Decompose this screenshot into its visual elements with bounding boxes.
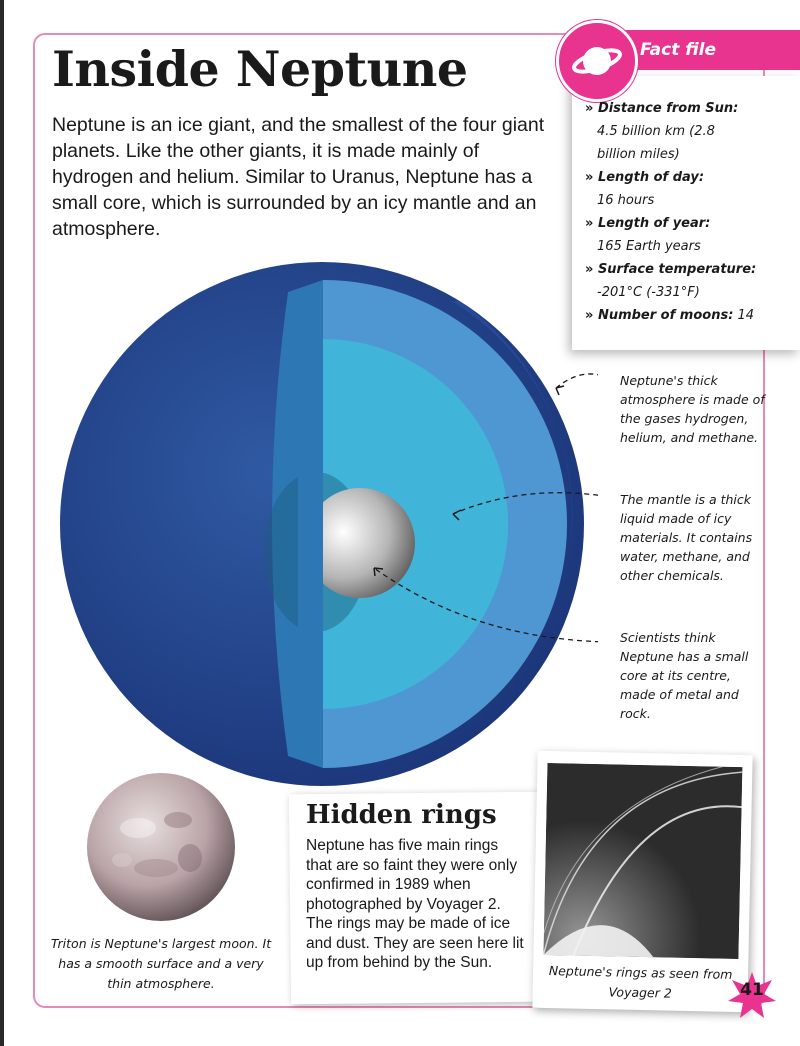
fact-label: » Length of day: xyxy=(585,170,704,185)
fact-item-day xyxy=(585,166,797,212)
fact-file-title: Fact file xyxy=(640,40,716,60)
fact-value: 16 hours xyxy=(597,193,655,208)
mantle-callout: The mantle is a thick liquid made of icy materials. It contains water, methane, and other chemicals. xyxy=(620,492,753,583)
fact-item-year xyxy=(585,212,797,258)
planet-icon xyxy=(571,37,623,85)
fact-file-badge xyxy=(556,20,638,102)
page-edge xyxy=(0,0,4,1046)
rings-photo xyxy=(543,763,742,959)
arrow-head xyxy=(556,386,564,395)
hidden-rings-text: Neptune has five main rings that are so faint they were only confirmed in 1989 when photographed by Voyager 2. The rings may be made of ice and dust. They are seen here lit up from behind by the Sun. xyxy=(306,837,524,971)
fact-label: » Length of year: xyxy=(585,216,710,231)
hidden-rings-title: Hidden rings xyxy=(306,800,497,830)
fact-label: » Distance from Sun: xyxy=(585,101,738,116)
fact-value: 14 xyxy=(737,308,755,323)
neptune-cutaway xyxy=(58,262,598,792)
intro-text: Neptune is an ice giant, and the smallest of the four giant planets. Like the other giants, it is made mainly of hydrogen and helium. Similar to Uranus, Neptune has a small core, which is surrounded by an icy mantle and an atmosphere. xyxy=(52,114,545,240)
fact-list xyxy=(585,97,797,327)
rings-photo-caption: Neptune's rings as seen from Voyager 2 xyxy=(548,963,733,1001)
fact-item-distance xyxy=(585,97,797,166)
triton-image xyxy=(86,772,236,922)
fact-value: 165 Earth years xyxy=(597,239,701,254)
fact-value: 4.5 billion km (2.8 billion miles) xyxy=(597,124,715,162)
triton-caption: Triton is Neptune's largest moon. It has a smooth surface and a very thin atmosphere. xyxy=(50,936,272,991)
cut-mask xyxy=(298,457,323,637)
fact-label: » Number of moons: xyxy=(585,308,733,323)
core-callout: Scientists think Neptune has a small core at its centre, made of metal and rock. xyxy=(620,630,749,721)
fact-item-temperature xyxy=(585,258,797,304)
voyager-photo-card xyxy=(532,751,752,1012)
page-title: Inside Neptune xyxy=(52,40,468,98)
page-number: 41 xyxy=(740,980,764,1000)
fact-item-moons xyxy=(585,304,797,327)
fact-label: » Surface temperature: xyxy=(585,262,756,277)
fact-value: -201°C (-331°F) xyxy=(597,285,700,300)
atmosphere-callout: Neptune's thick atmosphere is made of the gases hydrogen, helium, and methane. xyxy=(620,373,765,445)
